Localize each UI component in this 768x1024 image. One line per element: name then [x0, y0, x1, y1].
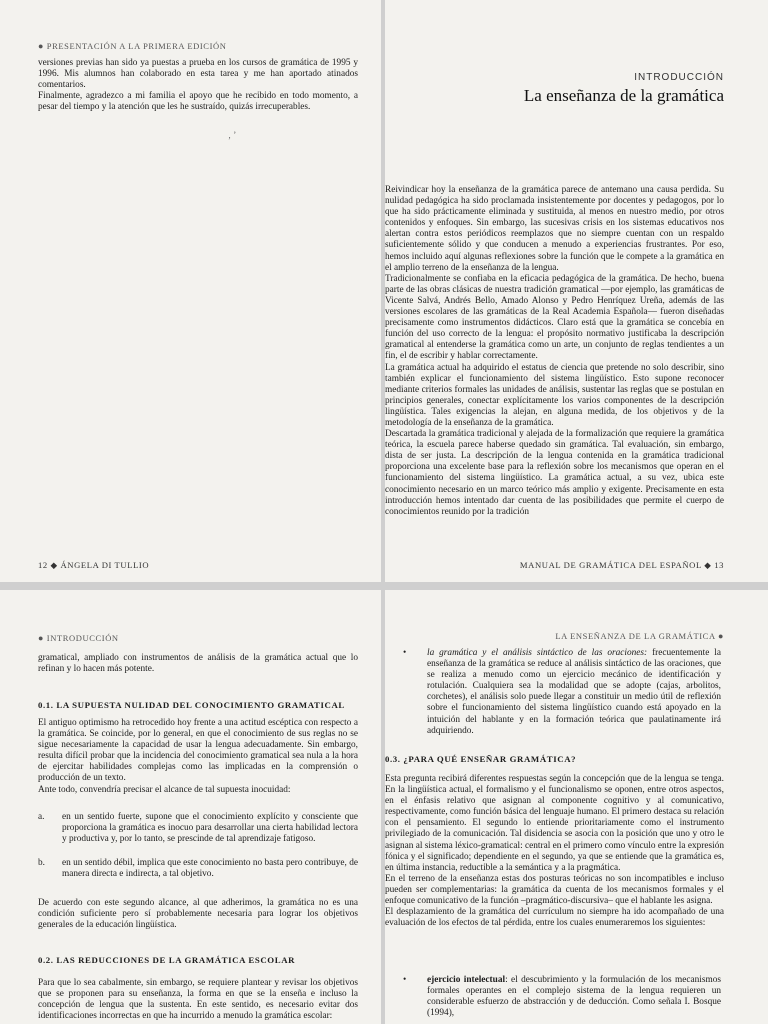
paragraph: Reivindicar hoy la enseñanza de la gramática parece de antemano una causa perdida. Su nulidad pedagógica ha sido proclamada insistentemente por docentes y pedagogos, por lo que ha sido prácticamente eliminada y sustituida, al menos en nuestro medio, por otros contenidos y enfoques. Sin embargo, las sucesivas crisis en los sistemas educativos nos alertan contra estos periódicos reemplazos que no siempre cuentan con un respaldo suficientemente sólido y que conducen a menudo a experiencias frustrantes. Por eso, hemos incluido aquí algunas reflexiones sobre la función que le compete a la gramática en el amplio terreno de la enseñanza de la lengua.: [385, 185, 724, 273]
list-marker: b.: [38, 858, 45, 868]
list-item: [403, 648, 721, 737]
body-text: [38, 58, 358, 113]
body-text: De acuerdo con este segundo alcance, al que adherimos, la gramática no es una condición suficiente pero sí probablemente necesaria para lograr los objetivos generales de la educación lingüística.: [38, 898, 358, 931]
list-item: [38, 812, 358, 845]
running-head: ● INTRODUCCIÓN: [38, 633, 119, 643]
section-heading: 0.1. LA SUPUESTA NULIDAD DEL CONOCIMIENTO GRAMATICAL: [38, 700, 345, 710]
bullet-icon: ●: [38, 41, 45, 51]
paragraph: Tradicionalmente se confiaba en la eficacia pedagógica de la gramática. De hecho, buena parte de las obras clásicas de nuestra tradición gramatical —por ejemplo, las gramáticas de Vicente Salvá, Andrés Bello, Amado Alonso y Pedro Henríquez Ureña, además de las versiones escolares de las gramáticas de la Real Academia Española— fueron diseñadas precisamente como instrumentos didácticos. Claro está que la gramática se concebía en función del uso correcto de la lengua: el propósito normativo justificaba la descripción gramatical al entenderse la gramática como un arte, un conjunto de reglas tendientes a un fin, el de escribir y hablar correctamente.: [385, 273, 724, 362]
page-14: [0, 590, 381, 1024]
bullet-text: : el descubrimiento y la formulación de los mecanismos formales operantes en el complejo sistema de la lengua requieren un considerable esfuerzo de abstracción y de deducción. Como señala I. Bosque (1994),: [427, 975, 722, 1019]
list-marker: a.: [38, 812, 45, 822]
bullet-icon: •: [403, 975, 407, 985]
paragraph: El antiguo optimismo ha retrocedido hoy frente a una actitud escéptica con respecto a la gramática. Se coincide, por lo general, en que el conocimiento de sus reglas no se sigue necesariamente la capacidad de usar la lengua adecuadamente. Sin embargo, resulta difícil probar que la incidencia del conocimiento gramatical sea nula a la hora de ejercitar habilidades complejas como las implicadas en la comprensión o producción de un texto.: [38, 718, 358, 784]
page-15: [385, 590, 768, 1024]
section-heading: 0.2. LAS REDUCCIONES DE LA GRAMÁTICA ESCOLAR: [38, 955, 296, 965]
paragraph: En el terreno de la enseñanza estas dos posturas teóricas no son incompatibles e incluso pueden ser complementarias: la gramática da cuenta de los mecanismos formales y el enfoque comunicativo de la función –pragmático-discursiva– que el hablante les asigna.: [385, 873, 724, 907]
bullet-text: frecuentemente la enseñanza de la gramática se reduce al análisis sintáctico de las oraciones, que se realiza a menudo como un ejercicio mecánico de identificación y rotulación. Cualquiera sea la modalidad que se adopte (cajas, arbolitos, corchetes), el análisis solo puede llegar a constituir un medio útil de reflexión sobre el funcionamiento del sistema lingüístico cuando está apoyado en la intuición del hablante y en la formación teórica que paulatinamente irá adquiriendo.: [427, 648, 722, 736]
page-footer: MANUAL DE GRAMÁTICA DEL ESPAÑOL ◆ 13: [519, 560, 724, 570]
paragraph: versiones previas han sido ya puestas a prueba en los cursos de gramática de 1995 y 1996. Mis alumnos han colaborado en esta tarea y me han aportado atinados comentarios.: [38, 58, 358, 91]
page-12: [0, 0, 381, 582]
list-item: [38, 858, 358, 880]
paragraph: El desplazamiento de la gramática del currículum no siempre ha ido acompañado de una evaluación de los efectos de tal pérdida, entre los cuales enumeraremos los siguientes:: [385, 907, 724, 929]
page-footer: 12 ◆ ÁNGELA DI TULLIO: [38, 560, 150, 570]
bullet-icon: ●: [717, 631, 724, 641]
paragraph: La gramática actual ha adquirido el estatus de ciencia que pretende no solo describir, sino también explicar el funcionamiento del sistema lingüístico. Esto supone reconocer mediante criterios formales las unidades de análisis, sustentar las reglas que se postulan en principios generales, conectar explícitamente los varios componentes de la descripción lingüística. Tales exigencias la alejan, en alguna medida, de los objetivos y de la metodología de la enseñanza de la gramática.: [385, 362, 724, 428]
paragraph: Finalmente, agradezco a mi familia el apoyo que he recibido en todo momento, a pesar del tiempo y la atención que les he sustraído, quizás irrecuperables.: [38, 91, 358, 113]
intro-text: gramatical, ampliado con instrumentos de análisis de la gramática actual que lo refinan y lo hacen más potente.: [38, 653, 358, 675]
list-item-text: en un sentido débil, implica que este conocimiento no basta pero contribuye, de manera directa e indirecta, a tal objetivo.: [62, 858, 358, 880]
paragraph: Esta pregunta recibirá diferentes respuestas según la concepción que de la lengua se tenga. En la lingüística actual, el formalismo y el funcionalismo se oponen, entre otros aspectos, en el énfasis relativo que asignan al componente cognitivo y al comunicativo, respectivamente, como función básica del lenguaje humano. El primero destaca su relación con el pensamiento. El segundo lo entiende prioritariamente como el instrumento privilegiado de la comunicación. Tal disidencia se asocia con la posición que uno y otro le asignan al sistema léxico-gramatical: central en el primero como vínculo entre la expresión fónica y el significado; dependiente en el segundo, ya que se entiende que la gramática es, en última instancia, reductible a la semántica y a la pragmática.: [385, 774, 724, 873]
list-item-text: en un sentido fuerte, supone que el conocimiento explícito y consciente que proporciona la gramática es inocuo para desarrollar una cierta habilidad lectora y productiva y, por lo tanto, se prescinde de tal aprendizaje fatigoso.: [62, 812, 358, 845]
running-head: LA ENSEÑANZA DE LA GRAMÁTICA ●: [555, 631, 724, 641]
body-text: [38, 718, 358, 796]
body-text: [385, 774, 724, 929]
bullet-lead: la gramática y el análisis sintáctico de las oraciones:: [427, 648, 648, 658]
body-text: [385, 185, 724, 518]
running-head: ● PRESENTACIÓN A LA PRIMERA EDICIÓN: [38, 41, 227, 51]
chapter-title: La enseñanza de la gramática: [523, 86, 724, 105]
list-item: [403, 975, 721, 1019]
bullet-lead: ejercicio intelectual: [427, 975, 506, 985]
paragraph: Ante todo, convendría precisar el alcance de tal supuesta inocuidad:: [38, 784, 291, 795]
bullet-icon: •: [403, 648, 407, 658]
body-text: Para que lo sea cabalmente, sin embargo, se requiere plantear y revisar los objetivos que se proponen para su enseñanza, la forma en que se la enseña e incluso la concepción de lengua que la sustenta. En este sentido, es necesario evitar dos identificaciones incorrectas en que ha incurrido a menudo la gramática escolar:: [38, 978, 358, 1022]
chapter-label: INTRODUCCIÓN: [634, 72, 724, 83]
bullet-icon: ●: [38, 633, 45, 643]
section-heading: 0.3. ¿PARA QUÉ ENSEÑAR GRAMÁTICA?: [385, 754, 577, 764]
stray-marks: ‚ ’: [228, 130, 237, 140]
page-13: [385, 0, 768, 582]
paragraph: Descartada la gramática tradicional y alejada de la formalización que requiere la gramática teórica, la escuela parece haberse quedado sin gramática. Tal evaluación, sin embargo, dista de ser justa. La descripción de la lengua contenida en la gramática tradicional proporciona una excelente base para la reflexión sobre los mecanismos que operan en el funcionamiento del sistema lingüístico. La gramática actual, a su vez, ubica este conocimiento necesario en un marco teórico más amplio y exigente. Precisamente en esta introducción hemos intentado dar cuenta de las posibilidades que permite el cuerpo de conocimientos reunido por la tradición: [385, 429, 724, 517]
